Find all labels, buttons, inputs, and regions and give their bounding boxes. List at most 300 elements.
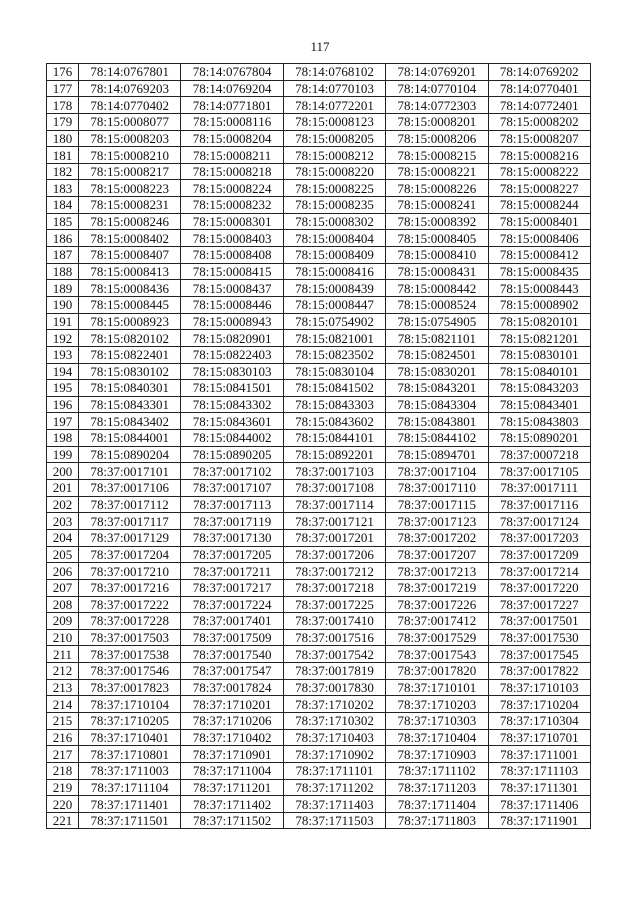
cadastral-number-cell: 78:15:0008409: [283, 247, 385, 264]
table-row: [47, 230, 591, 247]
table-row: [47, 113, 591, 130]
row-number: 218: [47, 762, 79, 779]
cadastral-number-cell: 78:15:0008206: [386, 130, 488, 147]
cadastral-number-cell: 78:37:0017202: [386, 529, 488, 546]
cadastral-number-cell: 78:15:0754902: [283, 313, 385, 330]
cadastral-number-cell: 78:14:0772303: [386, 97, 488, 114]
cadastral-number-cell: 78:15:0008223: [79, 180, 181, 197]
cadastral-number-cell: 78:37:0017822: [488, 663, 590, 680]
row-number: 183: [47, 180, 79, 197]
table-row: [47, 729, 591, 746]
cadastral-number-cell: 78:15:0008439: [283, 280, 385, 297]
row-number: 214: [47, 696, 79, 713]
table-row: [47, 430, 591, 447]
row-number: 178: [47, 97, 79, 114]
cadastral-number-cell: 78:15:0008406: [488, 230, 590, 247]
cadastral-number-cell: 78:15:0008231: [79, 197, 181, 214]
cadastral-number-cell: 78:15:0008412: [488, 247, 590, 264]
cadastral-number-cell: 78:37:0017543: [386, 646, 488, 663]
table-row: [47, 679, 591, 696]
cadastral-number-cell: 78:15:0830101: [488, 346, 590, 363]
cadastral-number-cell: 78:37:0017210: [79, 563, 181, 580]
cadastral-number-cell: 78:37:1710101: [386, 679, 488, 696]
cadastral-number-cell: 78:37:1711102: [386, 762, 488, 779]
cadastral-number-cell: 78:14:0771801: [181, 97, 283, 114]
row-number: 186: [47, 230, 79, 247]
cadastral-number-cell: 78:15:0008246: [79, 213, 181, 230]
table-row: [47, 280, 591, 297]
table-row: [47, 463, 591, 480]
cadastral-numbers-table: [46, 63, 591, 829]
table-row: [47, 646, 591, 663]
table-row: [47, 663, 591, 680]
table-row: [47, 480, 591, 497]
cadastral-number-cell: 78:15:0843203: [488, 380, 590, 397]
cadastral-number-cell: 78:37:1710202: [283, 696, 385, 713]
cadastral-number-cell: 78:14:0772401: [488, 97, 590, 114]
cadastral-number-cell: 78:37:1710103: [488, 679, 590, 696]
row-number: 177: [47, 80, 79, 97]
cadastral-number-cell: 78:37:0007218: [488, 446, 590, 463]
cadastral-number-cell: 78:37:0017114: [283, 496, 385, 513]
cadastral-number-cell: 78:15:0008077: [79, 113, 181, 130]
cadastral-number-cell: 78:14:0769203: [79, 80, 181, 97]
cadastral-number-cell: 78:15:0822403: [181, 346, 283, 363]
cadastral-number-cell: 78:37:1710903: [386, 746, 488, 763]
cadastral-number-cell: 78:15:0843602: [283, 413, 385, 430]
cadastral-number-cell: 78:37:1710901: [181, 746, 283, 763]
cadastral-number-cell: 78:37:0017222: [79, 596, 181, 613]
row-number: 189: [47, 280, 79, 297]
row-number: 216: [47, 729, 79, 746]
cadastral-number-cell: 78:37:0017207: [386, 546, 488, 563]
cadastral-number-cell: 78:15:0008402: [79, 230, 181, 247]
cadastral-number-cell: 78:15:0008445: [79, 296, 181, 313]
cadastral-number-cell: 78:37:0017214: [488, 563, 590, 580]
row-number: 209: [47, 613, 79, 630]
cadastral-number-cell: 78:37:0017106: [79, 480, 181, 497]
row-number: 181: [47, 147, 79, 164]
cadastral-number-cell: 78:15:0824501: [386, 346, 488, 363]
cadastral-number-cell: 78:37:0017529: [386, 629, 488, 646]
cadastral-number-cell: 78:37:0017209: [488, 546, 590, 563]
table-row: [47, 796, 591, 813]
cadastral-number-cell: 78:15:0844101: [283, 430, 385, 447]
row-number: 208: [47, 596, 79, 613]
cadastral-number-cell: 78:37:1711203: [386, 779, 488, 796]
cadastral-number-cell: 78:15:0008201: [386, 113, 488, 130]
row-number: 182: [47, 163, 79, 180]
cadastral-number-cell: 78:37:1711401: [79, 796, 181, 813]
cadastral-number-cell: 78:15:0008211: [181, 147, 283, 164]
cadastral-number-cell: 78:37:0017218: [283, 579, 385, 596]
table-row: [47, 197, 591, 214]
row-number: 213: [47, 679, 79, 696]
row-number: 190: [47, 296, 79, 313]
page-number: 117: [310, 39, 330, 54]
cadastral-number-cell: 78:15:0821101: [386, 330, 488, 347]
cadastral-number-cell: 78:15:0008404: [283, 230, 385, 247]
cadastral-number-cell: 78:14:0769201: [386, 64, 488, 81]
cadastral-number-cell: 78:15:0892201: [283, 446, 385, 463]
cadastral-number-cell: 78:37:0017112: [79, 496, 181, 513]
cadastral-number-cell: 78:37:1711901: [488, 812, 590, 829]
row-number: 196: [47, 396, 79, 413]
row-number: 202: [47, 496, 79, 513]
cadastral-number-cell: 78:15:0843601: [181, 413, 283, 430]
cadastral-number-cell: 78:37:0017538: [79, 646, 181, 663]
cadastral-number-cell: 78:15:0844102: [386, 430, 488, 447]
cadastral-number-cell: 78:37:1711803: [386, 812, 488, 829]
cadastral-number-cell: 78:37:0017101: [79, 463, 181, 480]
cadastral-number-cell: 78:14:0769202: [488, 64, 590, 81]
cadastral-number-cell: 78:15:0008232: [181, 197, 283, 214]
table-row: [47, 546, 591, 563]
cadastral-number-cell: 78:37:1711103: [488, 762, 590, 779]
cadastral-number-cell: 78:37:0017113: [181, 496, 283, 513]
cadastral-number-cell: 78:15:0008407: [79, 247, 181, 264]
cadastral-number-cell: 78:37:0017410: [283, 613, 385, 630]
cadastral-number-cell: 78:37:0017119: [181, 513, 283, 530]
table-row: [47, 413, 591, 430]
cadastral-number-cell: 78:15:0008244: [488, 197, 590, 214]
cadastral-number-cell: 78:15:0841502: [283, 380, 385, 397]
cadastral-number-cell: 78:15:0821201: [488, 330, 590, 347]
cadastral-number-cell: 78:37:0017546: [79, 663, 181, 680]
cadastral-number-cell: 78:37:1710201: [181, 696, 283, 713]
cadastral-number-cell: 78:14:0770401: [488, 80, 590, 97]
cadastral-number-cell: 78:15:0008443: [488, 280, 590, 297]
cadastral-number-cell: 78:37:1710205: [79, 712, 181, 729]
cadastral-number-cell: 78:15:0843401: [488, 396, 590, 413]
cadastral-number-cell: 78:37:0017228: [79, 613, 181, 630]
cadastral-number-cell: 78:15:0008116: [181, 113, 283, 130]
table-row: [47, 446, 591, 463]
cadastral-number-cell: 78:15:0008207: [488, 130, 590, 147]
cadastral-number-cell: 78:37:0017117: [79, 513, 181, 530]
cadastral-number-cell: 78:15:0820901: [181, 330, 283, 347]
table-row: [47, 213, 591, 230]
cadastral-number-cell: 78:15:0008224: [181, 180, 283, 197]
cadastral-number-cell: 78:15:0008227: [488, 180, 590, 197]
cadastral-number-cell: 78:37:0017102: [181, 463, 283, 480]
cadastral-number-cell: 78:37:0017823: [79, 679, 181, 696]
cadastral-number-cell: 78:37:1711101: [283, 762, 385, 779]
cadastral-number-cell: 78:37:1711404: [386, 796, 488, 813]
row-number: 201: [47, 480, 79, 497]
cadastral-number-cell: 78:15:0008405: [386, 230, 488, 247]
row-number: 180: [47, 130, 79, 147]
table-row: [47, 180, 591, 197]
table-row: [47, 80, 591, 97]
cadastral-number-cell: 78:37:1710303: [386, 712, 488, 729]
table-row: [47, 762, 591, 779]
table-row: [47, 380, 591, 397]
cadastral-number-cell: 78:15:0843301: [79, 396, 181, 413]
cadastral-number-cell: 78:37:1710302: [283, 712, 385, 729]
cadastral-number-cell: 78:37:0017123: [386, 513, 488, 530]
cadastral-number-cell: 78:15:0821001: [283, 330, 385, 347]
row-number: 215: [47, 712, 79, 729]
cadastral-number-cell: 78:15:0008943: [181, 313, 283, 330]
cadastral-number-cell: 78:15:0823502: [283, 346, 385, 363]
cadastral-number-cell: 78:15:0008403: [181, 230, 283, 247]
cadastral-number-cell: 78:37:1711402: [181, 796, 283, 813]
cadastral-number-cell: 78:37:1710104: [79, 696, 181, 713]
cadastral-number-cell: 78:37:1711301: [488, 779, 590, 796]
cadastral-number-cell: 78:15:0844002: [181, 430, 283, 447]
cadastral-number-cell: 78:37:1711001: [488, 746, 590, 763]
table-row: [47, 513, 591, 530]
cadastral-number-cell: 78:37:0017107: [181, 480, 283, 497]
cadastral-number-cell: 78:15:0008413: [79, 263, 181, 280]
cadastral-number-cell: 78:15:0008431: [386, 263, 488, 280]
table-row: [47, 746, 591, 763]
cadastral-number-cell: 78:37:0017225: [283, 596, 385, 613]
cadastral-number-cell: 78:14:0770402: [79, 97, 181, 114]
cadastral-number-cell: 78:15:0822401: [79, 346, 181, 363]
cadastral-number-cell: 78:37:1710701: [488, 729, 590, 746]
cadastral-number-cell: 78:37:0017401: [181, 613, 283, 630]
cadastral-number-cell: 78:37:0017501: [488, 613, 590, 630]
cadastral-number-cell: 78:15:0008435: [488, 263, 590, 280]
cadastral-number-cell: 78:15:0008436: [79, 280, 181, 297]
table-row: [47, 247, 591, 264]
cadastral-number-cell: 78:15:0008216: [488, 147, 590, 164]
cadastral-number-cell: 78:37:0017116: [488, 496, 590, 513]
row-number: 197: [47, 413, 79, 430]
table-row: [47, 296, 591, 313]
cadastral-number-cell: 78:37:1711406: [488, 796, 590, 813]
cadastral-number-cell: 78:15:0008401: [488, 213, 590, 230]
cadastral-number-cell: 78:37:1710401: [79, 729, 181, 746]
cadastral-number-cell: 78:15:0840301: [79, 380, 181, 397]
cadastral-number-cell: 78:15:0008225: [283, 180, 385, 197]
cadastral-number-cell: 78:37:0017824: [181, 679, 283, 696]
cadastral-number-cell: 78:15:0843304: [386, 396, 488, 413]
cadastral-number-cell: 78:37:1711003: [79, 762, 181, 779]
row-number: 219: [47, 779, 79, 796]
cadastral-number-cell: 78:37:0017227: [488, 596, 590, 613]
row-number: 185: [47, 213, 79, 230]
table-row: [47, 313, 591, 330]
cadastral-number-cell: 78:15:0008123: [283, 113, 385, 130]
cadastral-number-cell: 78:15:0830102: [79, 363, 181, 380]
row-number: 206: [47, 563, 79, 580]
row-number: 200: [47, 463, 79, 480]
cadastral-number-cell: 78:15:0008902: [488, 296, 590, 313]
cadastral-number-cell: 78:37:0017226: [386, 596, 488, 613]
cadastral-number-cell: 78:15:0008226: [386, 180, 488, 197]
table-body: [47, 64, 591, 829]
cadastral-number-cell: 78:37:0017213: [386, 563, 488, 580]
cadastral-number-cell: 78:37:1710203: [386, 696, 488, 713]
cadastral-number-cell: 78:15:0843302: [181, 396, 283, 413]
cadastral-number-cell: 78:15:0008221: [386, 163, 488, 180]
cadastral-number-cell: 78:37:0017203: [488, 529, 590, 546]
cadastral-number-cell: 78:37:0017509: [181, 629, 283, 646]
cadastral-number-cell: 78:15:0008410: [386, 247, 488, 264]
cadastral-number-cell: 78:37:0017830: [283, 679, 385, 696]
cadastral-number-cell: 78:37:0017819: [283, 663, 385, 680]
cadastral-number-cell: 78:37:1710402: [181, 729, 283, 746]
cadastral-number-cell: 78:14:0767804: [181, 64, 283, 81]
cadastral-number-cell: 78:15:0820102: [79, 330, 181, 347]
cadastral-number-cell: 78:15:0830201: [386, 363, 488, 380]
cadastral-number-cell: 78:37:0017412: [386, 613, 488, 630]
cadastral-number-cell: 78:15:0008446: [181, 296, 283, 313]
cadastral-number-cell: 78:15:0890204: [79, 446, 181, 463]
cadastral-number-cell: 78:15:0008210: [79, 147, 181, 164]
cadastral-number-cell: 78:37:0017224: [181, 596, 283, 613]
table-row: [47, 130, 591, 147]
cadastral-number-cell: 78:15:0008524: [386, 296, 488, 313]
cadastral-number-cell: 78:15:0008204: [181, 130, 283, 147]
cadastral-number-cell: 78:37:1711004: [181, 762, 283, 779]
cadastral-number-cell: 78:15:0008923: [79, 313, 181, 330]
cadastral-number-cell: 78:15:0840101: [488, 363, 590, 380]
cadastral-number-cell: 78:37:0017205: [181, 546, 283, 563]
cadastral-number-cell: 78:15:0844001: [79, 430, 181, 447]
table-row: [47, 712, 591, 729]
cadastral-number-cell: 78:15:0754905: [386, 313, 488, 330]
cadastral-number-cell: 78:15:0008235: [283, 197, 385, 214]
cadastral-number-cell: 78:14:0772201: [283, 97, 385, 114]
row-number: 195: [47, 380, 79, 397]
cadastral-number-cell: 78:37:1711201: [181, 779, 283, 796]
row-number: 184: [47, 197, 79, 214]
table-row: [47, 529, 591, 546]
cadastral-number-cell: 78:37:0017503: [79, 629, 181, 646]
row-number: 199: [47, 446, 79, 463]
table-row: [47, 696, 591, 713]
table-row: [47, 629, 591, 646]
row-number: 207: [47, 579, 79, 596]
cadastral-number-cell: 78:37:1710404: [386, 729, 488, 746]
cadastral-number-cell: 78:15:0843201: [386, 380, 488, 397]
cadastral-number-cell: 78:37:0017217: [181, 579, 283, 596]
cadastral-number-cell: 78:14:0770104: [386, 80, 488, 97]
cadastral-number-cell: 78:14:0768102: [283, 64, 385, 81]
table-row: [47, 263, 591, 280]
row-number: 192: [47, 330, 79, 347]
cadastral-number-cell: 78:14:0769204: [181, 80, 283, 97]
table-row: [47, 496, 591, 513]
cadastral-number-cell: 78:37:1711104: [79, 779, 181, 796]
cadastral-number-cell: 78:37:0017542: [283, 646, 385, 663]
row-number: 211: [47, 646, 79, 663]
cadastral-number-cell: 78:15:0008203: [79, 130, 181, 147]
table-row: [47, 779, 591, 796]
cadastral-number-cell: 78:37:1710403: [283, 729, 385, 746]
row-number: 212: [47, 663, 79, 680]
cadastral-number-cell: 78:37:1710206: [181, 712, 283, 729]
table-row: [47, 396, 591, 413]
cadastral-number-cell: 78:37:1710204: [488, 696, 590, 713]
cadastral-number-cell: 78:14:0767801: [79, 64, 181, 81]
cadastral-number-cell: 78:15:0008205: [283, 130, 385, 147]
cadastral-number-cell: 78:37:1710304: [488, 712, 590, 729]
cadastral-number-cell: 78:15:0008447: [283, 296, 385, 313]
cadastral-number-cell: 78:37:0017124: [488, 513, 590, 530]
row-number: 188: [47, 263, 79, 280]
table-row: [47, 579, 591, 596]
cadastral-number-cell: 78:15:0008392: [386, 213, 488, 230]
cadastral-number-cell: 78:15:0843303: [283, 396, 385, 413]
table-row: [47, 346, 591, 363]
table-row: [47, 147, 591, 164]
cadastral-number-cell: 78:15:0008415: [181, 263, 283, 280]
row-number: 191: [47, 313, 79, 330]
table-row: [47, 163, 591, 180]
cadastral-number-cell: 78:15:0008408: [181, 247, 283, 264]
cadastral-number-cell: 78:15:0843801: [386, 413, 488, 430]
cadastral-number-cell: 78:37:0017206: [283, 546, 385, 563]
row-number: 203: [47, 513, 79, 530]
row-number: 221: [47, 812, 79, 829]
cadastral-number-cell: 78:37:0017103: [283, 463, 385, 480]
cadastral-number-cell: 78:15:0008442: [386, 280, 488, 297]
cadastral-number-cell: 78:15:0008241: [386, 197, 488, 214]
cadastral-number-cell: 78:37:1711403: [283, 796, 385, 813]
cadastral-number-cell: 78:37:0017211: [181, 563, 283, 580]
table-row: [47, 596, 591, 613]
table-row: [47, 97, 591, 114]
table-row: [47, 363, 591, 380]
row-number: 179: [47, 113, 79, 130]
cadastral-number-cell: 78:37:0017201: [283, 529, 385, 546]
row-number: 204: [47, 529, 79, 546]
cadastral-number-cell: 78:15:0008202: [488, 113, 590, 130]
cadastral-number-cell: 78:15:0830103: [181, 363, 283, 380]
cadastral-number-cell: 78:37:0017216: [79, 579, 181, 596]
row-number: 194: [47, 363, 79, 380]
cadastral-number-cell: 78:37:0017121: [283, 513, 385, 530]
row-number: 217: [47, 746, 79, 763]
cadastral-number-cell: 78:15:0008222: [488, 163, 590, 180]
table-row: [47, 64, 591, 81]
cadastral-number-cell: 78:37:0017220: [488, 579, 590, 596]
row-number: 187: [47, 247, 79, 264]
table-row: [47, 613, 591, 630]
cadastral-number-cell: 78:37:1710801: [79, 746, 181, 763]
row-number: 210: [47, 629, 79, 646]
cadastral-number-cell: 78:37:0017516: [283, 629, 385, 646]
cadastral-number-cell: 78:37:1711502: [181, 812, 283, 829]
cadastral-number-cell: 78:37:1711501: [79, 812, 181, 829]
cadastral-number-cell: 78:37:0017104: [386, 463, 488, 480]
cadastral-number-cell: 78:37:0017820: [386, 663, 488, 680]
cadastral-number-cell: 78:37:1710902: [283, 746, 385, 763]
cadastral-number-cell: 78:37:0017110: [386, 480, 488, 497]
row-number: 220: [47, 796, 79, 813]
cadastral-number-cell: 78:15:0890205: [181, 446, 283, 463]
cadastral-number-cell: 78:15:0008218: [181, 163, 283, 180]
row-number: 198: [47, 430, 79, 447]
cadastral-number-cell: 78:15:0894701: [386, 446, 488, 463]
cadastral-number-cell: 78:15:0890201: [488, 430, 590, 447]
cadastral-number-cell: 78:37:0017530: [488, 629, 590, 646]
cadastral-number-cell: 78:37:0017130: [181, 529, 283, 546]
cadastral-number-cell: 78:37:0017212: [283, 563, 385, 580]
row-number: 176: [47, 64, 79, 81]
cadastral-number-cell: 78:14:0770103: [283, 80, 385, 97]
row-number: 193: [47, 346, 79, 363]
cadastral-number-cell: 78:15:0008217: [79, 163, 181, 180]
row-number: 205: [47, 546, 79, 563]
cadastral-number-cell: 78:37:0017105: [488, 463, 590, 480]
cadastral-number-cell: 78:15:0841501: [181, 380, 283, 397]
